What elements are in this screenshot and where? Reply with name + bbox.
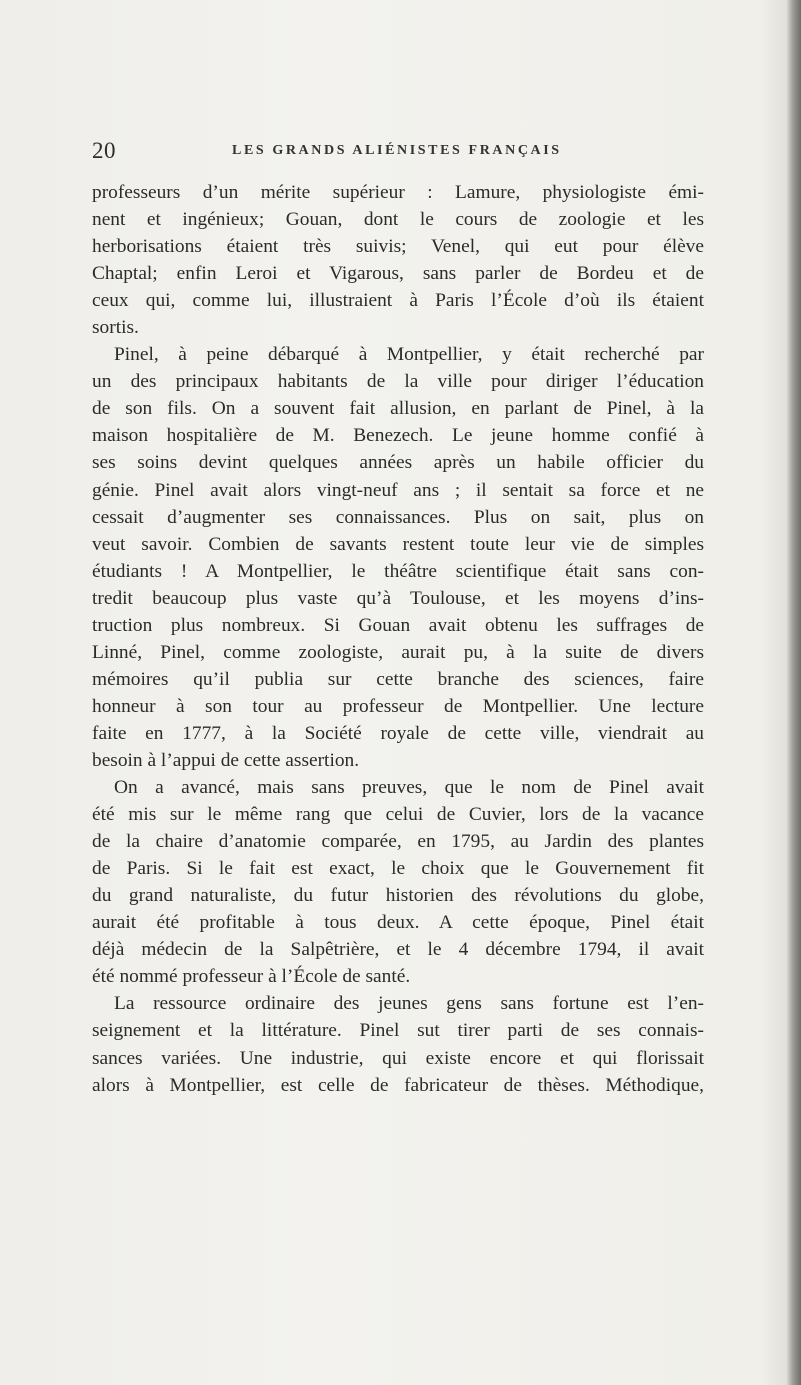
page-number: 20 [92,138,116,163]
text-line: de son fils. On a souvent fait allusion, en parlant de Pinel, à la [92,398,704,420]
text-line: été mis sur le même rang que celui de Cuvier, lors de la vacance [92,804,704,826]
body-text [92,179,704,1099]
text-line: Chaptal; enfin Leroi et Vigarous, sans parler de Bordeu et de [92,263,704,285]
text-line: besoin à l’appui de cette assertion. [92,749,360,771]
paragraph [92,990,704,1098]
text-line: sortis. [92,317,139,339]
text-line: aurait été profitable à tous deux. A cette époque, Pinel était [92,912,704,934]
text-line: de la chaire d’anatomie comparée, en 1795, au Jardin des plantes [92,831,704,853]
text-line: truction plus nombreux. Si Gouan avait obtenu les suffrages de [92,614,704,636]
text-line: un des principaux habitants de la ville pour diriger l’éducation [92,371,704,393]
paragraph [92,179,704,341]
running-title: LES GRANDS ALIÉNISTES FRANÇAIS [232,143,562,158]
text-line: veut savoir. Combien de savants restent toute leur vie de simples [92,533,704,555]
text-line: alors à Montpellier, est celle de fabricateur de thèses. Méthodique, [92,1074,704,1096]
text-line: de Paris. Si le fait est exact, le choix que le Gouvernement fit [92,858,704,880]
text-line: mémoires qu’il publia sur cette branche des sciences, faire [92,668,704,690]
text-line: été nommé professeur à l’École de santé. [92,966,411,988]
paragraph [92,774,704,990]
text-line: ceux qui, comme lui, illustraient à Paris l’École d’où ils étaient [92,290,704,312]
text-line: On a avancé, mais sans preuves, que le nom de Pinel avait [114,777,704,799]
text-line: seignement et la littérature. Pinel sut tirer parti de ses connais- [92,1020,704,1042]
text-line: Linné, Pinel, comme zoologiste, aurait pu, à la suite de divers [92,641,704,663]
text-line: déjà médecin de la Salpêtrière, et le 4 décembre 1794, il avait [92,939,704,961]
text-line: Pinel, à peine débarqué à Montpellier, y était recherché par [114,344,704,366]
text-line: génie. Pinel avait alors vingt-neuf ans ; il sentait sa force et ne [92,479,704,501]
text-line: étudiants ! A Montpellier, le théâtre scientifique était sans con- [92,560,704,582]
text-line: La ressource ordinaire des jeunes gens sans fortune est l’en- [114,993,704,1015]
text-line: honneur à son tour au professeur de Montpellier. Une lecture [92,695,704,717]
text-line: ses soins devint quelques années après un habile officier du [92,452,704,474]
text-line: maison hospitalière de M. Benezech. Le jeune homme confié à [92,425,704,447]
text-line: faite en 1777, à la Société royale de cette ville, viendrait au [92,722,704,744]
text-line: nent et ingénieux; Gouan, dont le cours de zoologie et les [92,209,704,231]
page-edge-shadow [787,0,801,1385]
text-line: tredit beaucoup plus vaste qu’à Toulouse, et les moyens d’ins- [92,587,704,609]
running-head [92,138,704,168]
text-line: professeurs d’un mérite supérieur : Lamure, physiologiste émi- [92,182,704,203]
text-line: du grand naturaliste, du futur historien des révolutions du globe, [92,885,704,907]
text-line: cessait d’augmenter ses connaissances. Plus on sait, plus on [92,506,704,528]
text-line: herborisations étaient très suivis; Venel, qui eut pour élève [92,236,704,258]
paragraph [92,341,704,774]
text-line: sances variées. Une industrie, qui existe encore et qui florissait [92,1047,704,1069]
